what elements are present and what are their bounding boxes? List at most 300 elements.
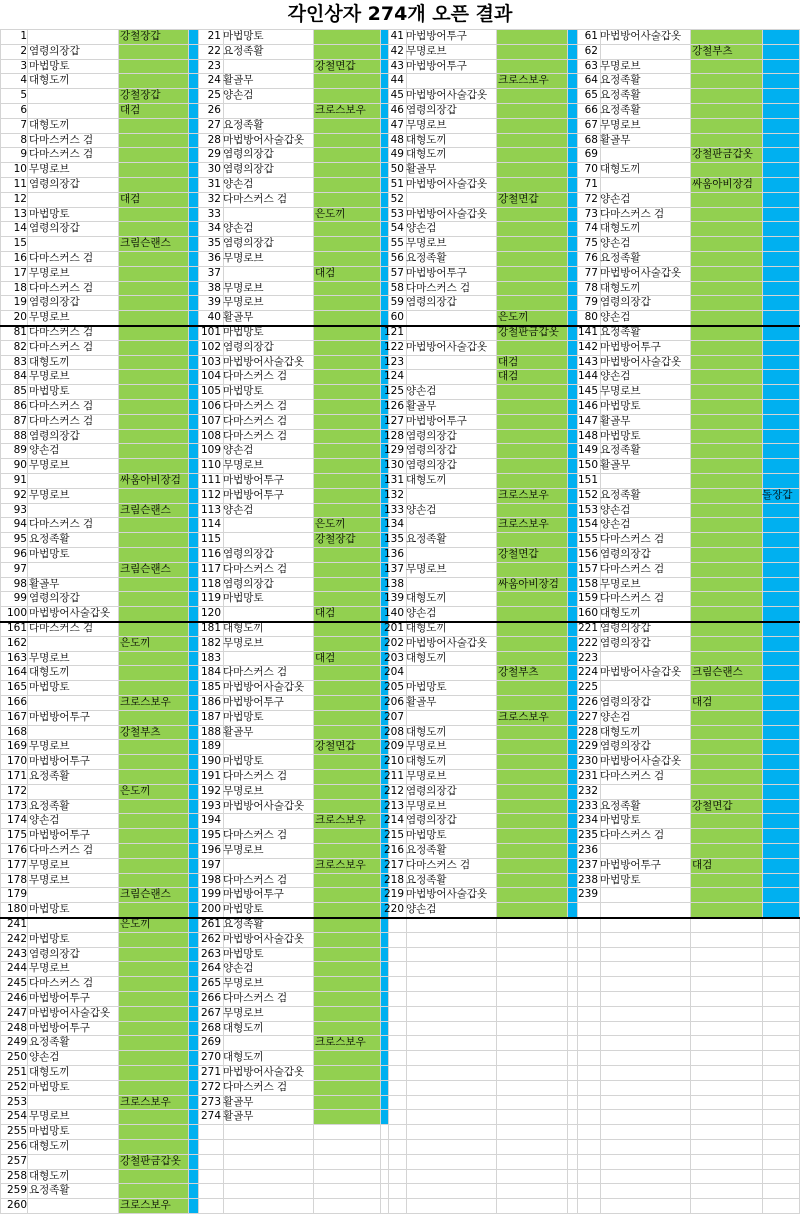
row-number: 71 (584, 178, 598, 190)
row-number: 70 (584, 163, 598, 176)
grid-row-line (0, 932, 800, 933)
special-item: 은도끼 (120, 636, 151, 649)
item-name: 무명로브 (29, 873, 70, 886)
item-name: 염령의장갑 (600, 636, 651, 649)
row-number: 201 (383, 622, 404, 634)
row-number: 156 (577, 548, 598, 560)
item-name (29, 636, 116, 651)
item-name: 마법망토 (29, 59, 70, 72)
row-number: 248 (6, 1021, 27, 1034)
row-number: 85 (13, 385, 27, 398)
grid-row-line (0, 1050, 800, 1051)
special-item: 강철판금갑옷 (120, 1154, 181, 1167)
row-number: 270 (200, 1051, 221, 1064)
row-number: 39 (207, 296, 221, 309)
row-number: 40 (207, 311, 221, 324)
special-item: 대검 (692, 696, 713, 708)
item-name (600, 784, 688, 799)
item-name: 마법망토 (600, 814, 641, 827)
item-name: 마법방어사술갑옷 (223, 932, 305, 945)
row-number: 35 (207, 237, 221, 250)
row-number: 160 (577, 607, 598, 620)
row-number: 19 (13, 296, 27, 309)
row-number: 181 (200, 622, 221, 634)
row-number: 128 (383, 429, 404, 442)
row-number: 191 (200, 770, 221, 782)
item-name: 대형도끼 (29, 1169, 70, 1182)
item-name: 다마스커스 검 (29, 400, 94, 412)
row-number: 152 (577, 488, 598, 501)
item-name: 무명로브 (223, 1006, 264, 1019)
row-number: 32 (207, 192, 221, 205)
row-number: 246 (6, 992, 27, 1004)
grid-row-line (0, 1169, 800, 1170)
row-number: 104 (200, 370, 221, 383)
item-name (406, 192, 494, 207)
row-number: 215 (383, 829, 404, 842)
row-number: 80 (584, 311, 598, 324)
row-number: 57 (390, 266, 404, 279)
item-name: 염령의장갑 (406, 296, 457, 309)
item-name: 염령의장갑 (29, 296, 80, 309)
item-name: 염령의장갑 (29, 178, 80, 190)
row-number: 13 (13, 207, 27, 220)
item-name: 마법망토 (223, 592, 264, 605)
item-name (223, 59, 311, 74)
row-number: 233 (577, 799, 598, 812)
item-name: 마법방어투구 (29, 1021, 90, 1034)
item-name: 요정족활 (406, 252, 447, 264)
row-number: 17 (13, 266, 27, 279)
row-number: 16 (13, 252, 27, 264)
item-name: 대형도끼 (600, 163, 641, 176)
item-name: 마법망토 (223, 947, 264, 960)
item-name: 다마스커스 검 (29, 281, 94, 294)
item-name: 양손검 (223, 962, 254, 975)
item-name: 요정족활 (29, 770, 70, 782)
row-number: 52 (390, 192, 404, 205)
item-name: 마법방어투구 (29, 829, 90, 842)
item-name (406, 355, 494, 370)
row-number: 53 (390, 207, 404, 220)
row-number: 261 (200, 918, 221, 930)
row-number: 141 (577, 326, 598, 338)
row-number: 153 (577, 503, 598, 516)
row-number: 113 (200, 503, 221, 516)
row-number: 54 (390, 222, 404, 235)
item-name: 무명로브 (223, 281, 264, 294)
special-item: 크로스보우 (498, 74, 549, 87)
item-name: 마법망토 (223, 710, 264, 723)
row-number: 190 (200, 755, 221, 768)
row-number: 142 (577, 340, 598, 353)
item-name: 마법방어사술갑옷 (600, 755, 682, 768)
row-number: 223 (577, 651, 598, 664)
row-number: 183 (200, 651, 221, 664)
item-name: 다마스커스 검 (29, 326, 94, 338)
row-number: 220 (383, 903, 404, 916)
row-number: 76 (584, 252, 598, 264)
item-name: 마법방어투구 (223, 696, 284, 708)
item-name: 마법방어사술갑옷 (223, 799, 305, 812)
row-number: 3 (20, 59, 27, 72)
row-number: 245 (6, 977, 27, 990)
row-number: 254 (6, 1110, 27, 1123)
item-name: 요정족활 (600, 74, 641, 87)
row-number: 263 (200, 947, 221, 960)
grid-row-line (0, 1021, 800, 1022)
item-name: 무명로브 (223, 977, 264, 990)
item-name: 대형도끼 (406, 651, 447, 664)
item-name: 대형도끼 (29, 74, 70, 87)
row-number: 144 (577, 370, 598, 383)
grid-row-line (0, 1139, 800, 1140)
row-number: 230 (577, 755, 598, 768)
item-name: 무명로브 (29, 858, 70, 871)
special-item: 강철면갑 (315, 59, 356, 72)
special-item: 강철장갑 (120, 30, 161, 42)
item-name: 다마스커스 검 (29, 340, 94, 353)
row-number: 9 (20, 148, 27, 161)
row-number: 143 (577, 355, 598, 368)
row-number: 159 (577, 592, 598, 605)
special-item: 대검 (120, 192, 141, 205)
row-number: 55 (390, 237, 404, 250)
item-name: 무명로브 (406, 237, 447, 250)
item-name: 양손검 (406, 385, 437, 398)
item-name: 양손검 (223, 89, 254, 102)
item-name: 무명로브 (29, 1110, 70, 1123)
item-name (29, 192, 116, 207)
item-name: 양손검 (600, 518, 631, 531)
row-number: 21 (207, 30, 221, 42)
item-name: 마법방어투구 (600, 858, 661, 871)
item-name: 다마스커스 검 (406, 281, 471, 294)
item-name: 다마스커스 검 (223, 192, 288, 205)
item-name: 마법망토 (29, 1080, 70, 1093)
row-number: 146 (577, 400, 598, 412)
item-name: 요정족활 (223, 118, 264, 131)
item-name: 요정족활 (29, 1036, 70, 1049)
item-name: 마법망토 (29, 903, 70, 916)
row-number: 4 (20, 74, 27, 87)
row-number: 140 (383, 607, 404, 620)
row-number: 73 (584, 207, 598, 220)
item-name: 염령의장갑 (406, 814, 457, 827)
row-number: 125 (383, 385, 404, 398)
special-item: 크로스보우 (120, 696, 171, 708)
item-name (223, 103, 311, 118)
row-number: 171 (6, 770, 27, 782)
item-name (29, 1154, 116, 1169)
row-number: 26 (207, 104, 221, 116)
row-number: 203 (383, 651, 404, 664)
item-name: 마법방어투구 (600, 340, 661, 353)
special-item: 크로스보우 (498, 518, 549, 531)
item-name: 마법망토 (29, 932, 70, 945)
item-name: 요정족활 (223, 44, 264, 57)
row-number: 148 (577, 429, 598, 442)
special-item: 크로스보우 (315, 1036, 366, 1049)
row-number: 51 (390, 178, 404, 190)
row-number: 185 (200, 681, 221, 694)
item-name: 대형도끼 (29, 355, 70, 368)
special-item: 강철면갑 (498, 192, 539, 205)
item-name (29, 562, 116, 577)
row-number: 173 (6, 799, 27, 812)
item-name: 마법방어사술갑옷 (223, 133, 305, 146)
item-name: 활골무 (223, 725, 254, 738)
row-number: 145 (577, 385, 598, 398)
row-number: 260 (6, 1199, 27, 1212)
item-name: 무명로브 (29, 651, 70, 664)
row-number: 132 (383, 488, 404, 501)
item-name: 양손검 (406, 222, 437, 235)
row-number: 10 (13, 163, 27, 176)
special-item: 강철면갑 (692, 799, 733, 812)
special-item: 은도끼 (120, 918, 151, 930)
row-number: 34 (207, 222, 221, 235)
row-number: 219 (383, 888, 404, 901)
item-name: 요정족활 (600, 252, 641, 264)
row-number: 23 (207, 59, 221, 72)
item-name: 무명로브 (600, 577, 641, 590)
row-number: 199 (200, 888, 221, 901)
item-name: 요정족활 (600, 799, 641, 812)
row-number: 130 (383, 459, 404, 472)
grid-row-line (0, 947, 800, 948)
item-name: 활골무 (223, 1110, 254, 1123)
item-name: 다마스커스 검 (29, 252, 94, 264)
row-number: 251 (6, 1066, 27, 1078)
row-number: 131 (383, 474, 404, 486)
row-number: 20 (13, 311, 27, 324)
item-name: 대형도끼 (29, 1140, 70, 1152)
row-number: 46 (390, 104, 404, 116)
item-name: 양손검 (600, 503, 631, 516)
row-number: 11 (13, 178, 27, 190)
row-number: 208 (383, 725, 404, 738)
row-number: 273 (200, 1095, 221, 1108)
row-number: 12 (13, 192, 27, 205)
row-number: 236 (577, 844, 598, 856)
item-name: 무명로브 (223, 784, 264, 797)
item-name: 다마스커스 검 (223, 562, 288, 575)
item-name (223, 207, 311, 222)
item-name: 대형도끼 (29, 666, 70, 679)
row-number: 89 (13, 444, 27, 457)
row-number: 118 (200, 577, 221, 590)
special-item: 대검 (692, 858, 713, 871)
item-name: 다마스커스 검 (223, 992, 288, 1004)
row-number: 198 (200, 873, 221, 886)
item-name: 양손검 (223, 222, 254, 235)
item-name: 다마스커스 검 (223, 370, 288, 383)
row-number: 176 (6, 844, 27, 856)
row-number: 209 (383, 740, 404, 753)
row-number: 42 (390, 44, 404, 57)
item-name: 염령의장갑 (406, 784, 457, 797)
item-name: 마법방어투구 (29, 992, 90, 1004)
item-name: 마법망토 (223, 755, 264, 768)
row-number: 31 (207, 178, 221, 190)
row-number: 65 (584, 89, 598, 102)
item-name (29, 236, 116, 251)
item-name: 대형도끼 (406, 474, 447, 486)
item-name: 양손검 (29, 444, 60, 457)
item-name: 다마스커스 검 (600, 770, 665, 782)
item-name: 마법방어투구 (223, 488, 284, 501)
special-item: 은도끼 (120, 784, 151, 797)
item-name: 요정족활 (29, 533, 70, 546)
item-name: 다마스커스 검 (29, 133, 94, 146)
item-name: 마법방어사술갑옷 (600, 666, 682, 679)
row-number: 134 (383, 518, 404, 531)
item-name: 무명로브 (29, 370, 70, 383)
item-name: 무명로브 (29, 266, 70, 279)
row-number: 24 (207, 74, 221, 87)
item-name: 마법방어투구 (29, 710, 90, 723)
item-name (29, 88, 116, 103)
row-number: 137 (383, 562, 404, 575)
item-name (406, 488, 494, 503)
row-number: 98 (13, 577, 27, 590)
special-item: 대검 (315, 651, 336, 664)
item-name: 다마스커스 검 (600, 207, 665, 220)
row-number: 28 (207, 133, 221, 146)
item-name: 대형도끼 (600, 222, 641, 235)
row-number: 96 (13, 548, 27, 560)
row-number: 36 (207, 252, 221, 264)
item-name: 대형도끼 (29, 1066, 70, 1078)
item-name: 다마스커스 검 (29, 518, 94, 531)
item-name: 활골무 (29, 577, 60, 590)
item-name: 대형도끼 (406, 592, 447, 605)
row-number: 92 (13, 488, 27, 501)
item-name: 다마스커스 검 (600, 592, 665, 605)
row-number: 221 (577, 622, 598, 634)
row-number: 216 (383, 844, 404, 856)
row-number: 174 (6, 814, 27, 827)
row-number: 45 (390, 89, 404, 102)
item-name (29, 473, 116, 488)
item-name: 대형도끼 (223, 1051, 264, 1064)
row-number: 268 (200, 1021, 221, 1034)
row-number: 217 (383, 858, 404, 871)
row-number: 5 (20, 89, 27, 102)
item-name: 염령의장갑 (600, 548, 651, 560)
item-name (406, 547, 494, 562)
item-name: 무명로브 (29, 459, 70, 472)
item-name: 대형도끼 (406, 622, 447, 634)
item-name: 염령의장갑 (600, 296, 651, 309)
row-number: 136 (383, 548, 404, 560)
item-name: 무명로브 (223, 252, 264, 264)
row-number: 196 (200, 844, 221, 856)
special-item: 강철면갑 (315, 740, 356, 753)
row-number: 59 (390, 296, 404, 309)
item-name: 염령의장갑 (406, 444, 457, 457)
item-name: 마법방어투구 (406, 30, 467, 42)
row-number: 234 (577, 814, 598, 827)
row-number: 79 (584, 296, 598, 309)
item-name (29, 503, 116, 518)
item-name (600, 473, 688, 488)
row-number: 207 (383, 710, 404, 723)
item-name: 마법방어사술갑옷 (406, 89, 488, 102)
special-item: 크림슨랜스 (120, 237, 171, 250)
item-name: 마법방어투구 (223, 888, 284, 901)
row-number: 177 (6, 858, 27, 871)
item-name: 요정족활 (29, 799, 70, 812)
row-number: 127 (383, 414, 404, 427)
row-number: 100 (6, 607, 27, 620)
item-name: 마법방어투구 (29, 755, 90, 768)
row-number: 101 (200, 326, 221, 338)
row-number: 122 (383, 340, 404, 353)
item-name: 양손검 (29, 1051, 60, 1064)
item-name: 무명로브 (600, 59, 641, 72)
special-item: 강철부츠 (498, 666, 539, 679)
item-name: 무명로브 (29, 962, 70, 975)
row-number: 38 (207, 281, 221, 294)
row-number: 179 (6, 888, 27, 901)
row-number: 69 (584, 148, 598, 161)
item-name: 무명로브 (29, 488, 70, 501)
item-name: 무명로브 (406, 562, 447, 575)
item-name: 무명로브 (600, 385, 641, 398)
row-number: 168 (6, 725, 27, 738)
row-number: 108 (200, 429, 221, 442)
grid-row-line (0, 976, 800, 977)
grid-row-line (0, 961, 800, 962)
row-number: 103 (200, 355, 221, 368)
item-name: 염령의장갑 (29, 592, 80, 605)
row-number: 264 (200, 962, 221, 975)
row-number: 218 (383, 873, 404, 886)
row-number: 2 (20, 44, 27, 57)
item-name (29, 103, 116, 118)
row-number: 37 (207, 266, 221, 279)
special-item: 은도끼 (498, 311, 529, 324)
item-name: 마법방어투구 (406, 59, 467, 72)
item-name (406, 73, 494, 88)
row-number: 74 (584, 222, 598, 235)
special-item: 강철면갑 (498, 548, 539, 560)
item-name: 마법방어사술갑옷 (406, 340, 488, 353)
item-name: 다마스커스 검 (600, 829, 665, 842)
row-number: 164 (6, 666, 27, 679)
row-number: 30 (207, 163, 221, 176)
row-number: 265 (200, 977, 221, 990)
item-name (29, 29, 116, 44)
row-number: 252 (6, 1080, 27, 1093)
special-item: 은도끼 (315, 518, 346, 531)
row-number: 62 (584, 44, 598, 57)
row-number: 158 (577, 577, 598, 590)
item-name: 다마스커스 검 (223, 400, 288, 412)
item-name: 염령의장갑 (600, 740, 651, 753)
row-number: 139 (383, 592, 404, 605)
special-item: 강철장갑 (120, 89, 161, 102)
row-number: 228 (577, 725, 598, 738)
row-number: 48 (390, 133, 404, 146)
row-number: 111 (200, 474, 221, 486)
item-name: 염령의장갑 (29, 429, 80, 442)
row-number: 250 (6, 1051, 27, 1064)
row-number: 93 (13, 503, 27, 516)
row-number: 95 (13, 533, 27, 546)
